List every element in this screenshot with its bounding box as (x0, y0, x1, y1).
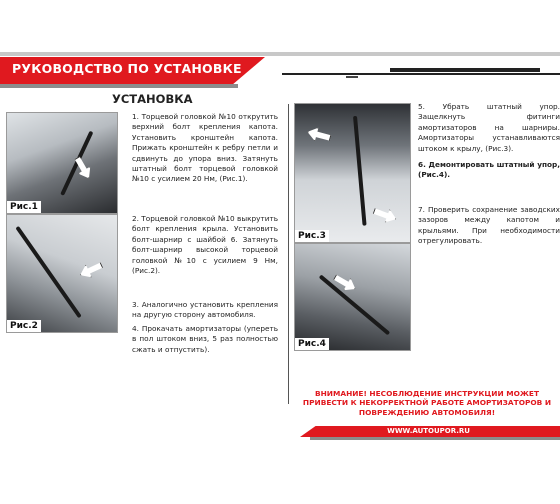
warning-text: ВНИМАНИЕ! НЕСОБЛЮДЕНИЕ ИНСТРУКЦИИ МОЖЕТ ПРИВЕСТИ К НЕКОРРЕКТНОЙ РАБОТЕ АМОРТИЗАТОРОВ И ПОВРЕЖДЕНИЮ АВТОМОБИЛЯ! (302, 389, 552, 417)
step-3-text: 3. Аналогично установить крепления на другую сторону автомобиля. (132, 300, 278, 320)
header-rule (282, 73, 560, 75)
step-2-text: 2. Торцевой головкой №10 выкрутить болт крепления крыла. Установить болт-шарнир с шайбой 6. Затянуть болт-шарнир высокой торцевой головкой №10 с усилием 9 Нм, (Рис.2). (132, 214, 278, 276)
arrow-icon (306, 125, 333, 145)
figure-3-caption: Рис.3 (295, 230, 329, 242)
strut-shape (60, 131, 93, 196)
step-6-text: 6. Демонтировать штатный упор, (Рис.4). (418, 160, 560, 180)
step-4-text: 4. Прокачать амортизаторы (упереть в пол штоком вниз, 5 раз полностью сжать и отпустить). (132, 324, 278, 354)
section-title: УСТАНОВКА (112, 92, 193, 106)
header-bar-right (390, 68, 540, 72)
strut-shape (353, 116, 367, 226)
figure-4-caption: Рис.4 (295, 338, 329, 350)
arrow-icon (371, 204, 398, 225)
step-5-text: 5. Убрать штатный упор. Защелкнуть фитинги амортизаторов на шарниры. Амортизаторы устанавливаются штоком к крылу, (Рис.3). (418, 102, 560, 153)
strut-shape (319, 274, 391, 335)
figure-2-photo (6, 214, 118, 333)
page-title: РУКОВОДСТВО ПО УСТАНОВКЕ (12, 61, 242, 76)
header-dash (346, 76, 358, 78)
step-7-text: 7. Проверить сохранение заводских зазоров между капотом и крыльями. При необходимости отрегулировать. (418, 205, 560, 246)
arrow-icon (77, 259, 105, 282)
footer-banner-shadow (310, 437, 560, 440)
strut-shape (15, 226, 81, 318)
figure-1-caption: Рис.1 (7, 201, 41, 213)
header-stripe (0, 52, 560, 56)
figure-4-photo (294, 243, 411, 351)
step-1-text: 1. Торцевой головкой №10 открутить верхний болт крепления капота. Установить кронштейн капота. Прижать кронштейн к ребру петли и сдвинуть до упора вниз. Затянуть штатный болт торцевой головкой №10 с усилием 20 Нм, (Рис.1). (132, 112, 278, 184)
figure-2-caption: Рис.2 (7, 320, 41, 332)
column-divider (288, 104, 289, 404)
figure-1-photo (6, 112, 118, 214)
header-banner-shadow (0, 84, 238, 88)
figure-3-photo (294, 103, 411, 243)
footer-url[interactable]: WWW.AUTOUPOR.RU (387, 427, 470, 435)
